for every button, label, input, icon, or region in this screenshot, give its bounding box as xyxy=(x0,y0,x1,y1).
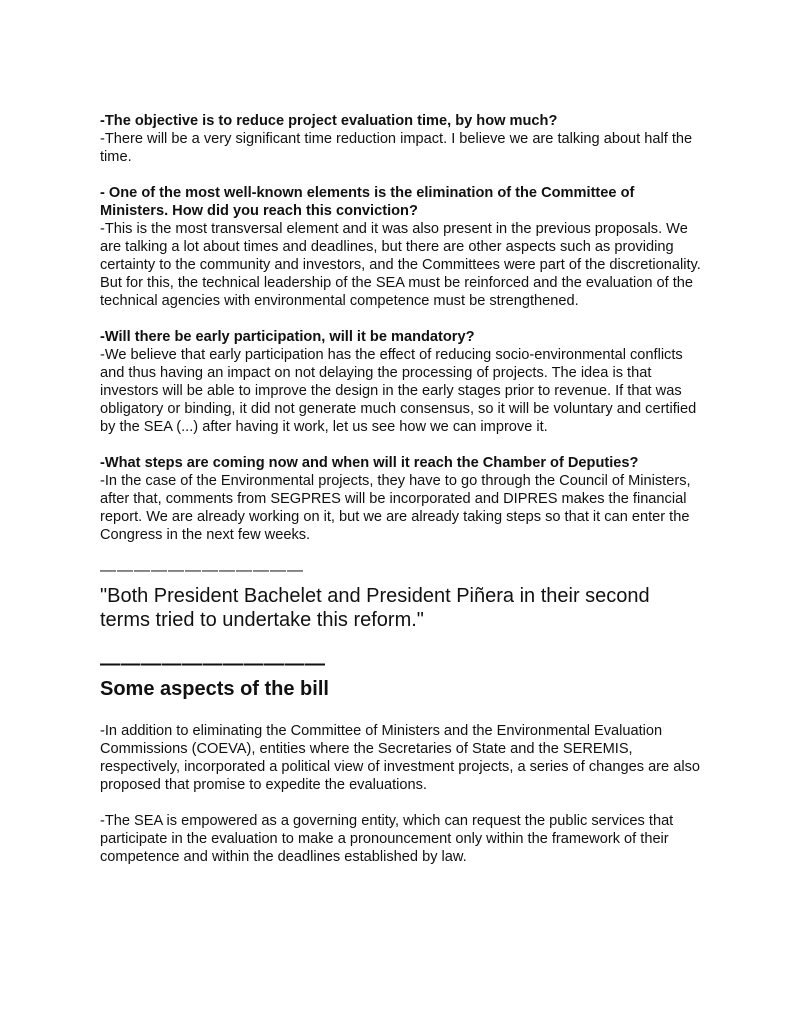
document-page xyxy=(100,112,705,884)
section-paragraph: -In addition to eliminating the Committee of Ministers and the Environmental Evaluation Commissions (COEVA), entities where the Secretaries of State and the SEREMIS, respectively, incorporated a political view of investment projects, a series of changes are also proposed that promise to expedite the evaluations. xyxy=(100,723,700,793)
answer-text: -There will be a very significant time reduction impact. I believe we are talking about half the time. xyxy=(100,131,693,165)
question-text: -What steps are coming now and when will it reach the Chamber of Deputies? xyxy=(100,455,639,471)
divider-line: ——————————— xyxy=(100,653,326,675)
answer-text: -We believe that early participation has the effect of reducing socio-environmental conflicts and thus having an impact on not delaying the processing of projects. The idea is that investors will be able to improve the design in the early stages prior to revenue. If that was obligatory or binding, it did not generate much consensus, so it will be voluntary and certified by the SEA (...) after having it work, let us see how we can improve it. xyxy=(100,347,697,435)
question-text: -Will there be early participation, will it be mandatory? xyxy=(100,329,475,345)
qa-item-2 xyxy=(100,184,705,310)
pull-quote: "Both President Bachelet and President Piñera in their second terms tried to undertake this reform." xyxy=(100,585,650,631)
qa-item-3 xyxy=(100,328,705,436)
answer-text: -In the case of the Environmental projects, they have to go through the Council of Ministers, after that, comments from SEGPRES will be incorporated and DIPRES makes the financial report. We are already working on it, but we are already taking steps so that it can enter the Congress in the next few weeks. xyxy=(100,473,691,543)
section-heading: Some aspects of the bill xyxy=(100,678,329,700)
question-text: -The objective is to reduce project evaluation time, by how much? xyxy=(100,113,558,129)
answer-text: -This is the most transversal element and it was also present in the previous proposals. We are talking a lot about times and deadlines, but there are other aspects such as providing certainty to the community and investors, and the Committees were part of the discretionality. But for this, the technical leadership of the SEA must be reinforced and the evaluation of the technical agencies with environmental competence must be strengthened. xyxy=(100,221,701,309)
qa-item-4 xyxy=(100,454,705,544)
divider-line: ———————————— xyxy=(100,562,304,579)
question-text: - One of the most well-known elements is the elimination of the Committee of Ministers. How did you reach this conviction? xyxy=(100,185,635,219)
section-paragraph: -The SEA is empowered as a governing entity, which can request the public services that participate in the evaluation to make a pronouncement only within the framework of their competence and within the deadlines established by law. xyxy=(100,813,674,865)
qa-item-1 xyxy=(100,112,705,166)
